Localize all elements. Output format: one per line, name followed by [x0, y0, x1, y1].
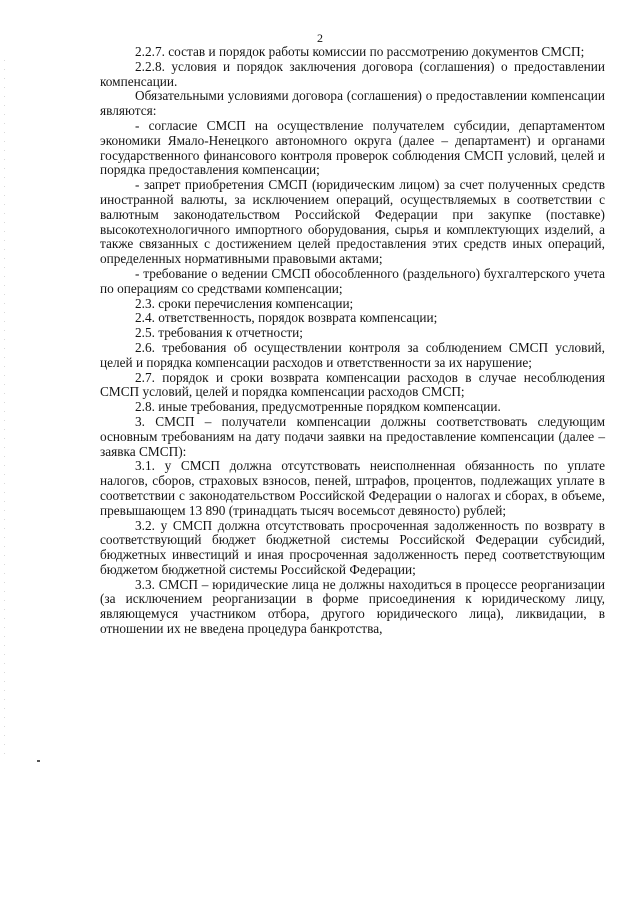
paragraph-2-7: 2.7. порядок и сроки возврата компенсации расходов в случае несоблюдения СМСП условий, целей и порядка компенсации расходов СМСП;: [100, 369, 605, 400]
document-body: [100, 45, 605, 637]
paragraph-3-2: 3.2. у СМСП должна отсутствовать просроченная задолженность по возврату в соответствующий бюджет бюджетной системы Российской Федерации субсидий, бюджетных инвестиций и иная просроченная задолженность перед соответствующим бюджетом бюджетной системы Российской Федерации;: [100, 517, 605, 577]
paragraph-consent: - согласие СМСП на осуществление получателем субсидии, департаментом экономики Ямало-Ненецкого автономного округа (далее – департамент) и органами государственного финансового контроля проверок соблюдения СМСП условий, целей и порядка предоставления компенсации;: [100, 117, 605, 178]
paragraph-accounting: - требование о ведении СМСП обособленного (раздельного) бухгалтерского учета по операциям со средствами компенсации;: [100, 265, 605, 296]
paragraph-2-5: 2.5. требования к отчетности;: [135, 325, 303, 341]
paragraph-3-1: 3.1. у СМСП должна отсутствовать неисполненная обязанность по уплате налогов, сборов, страховых взносов, пеней, штрафов, процентов, подлежащих уплате в соответствии с законодательством Российской Федерации о налогах и сборах, в объеме, превышающем 13 890 (тринадцать тысяч восемьсот девяносто) рублей;: [100, 458, 605, 518]
paragraph-2-2-8: 2.2.8. условия и порядок заключения договора (соглашения) о предоставлении компенсации.: [100, 58, 605, 89]
page-number: 2: [317, 31, 323, 45]
paragraph-mandatory-conditions: Обязательными условиями договора (соглашения) о предоставлении компенсации являются:: [100, 88, 605, 119]
paragraph-3: 3. СМСП – получатели компенсации должны соответствовать следующим основным требованиям на дату подачи заявки на предоставление компенсации (далее – заявка СМСП):: [100, 413, 605, 459]
paragraph-2-6: 2.6. требования об осуществлении контроля за соблюдением СМСП условий, целей и порядка компенсации расходов и ответственности за их нарушение;: [100, 339, 605, 370]
paragraph-2-4: 2.4. ответственность, порядок возврата компенсации;: [135, 310, 438, 326]
paragraph-currency-ban: - запрет приобретения СМСП (юридическим лицом) за счет полученных средств иностранной валюты, за исключением операций, осуществляемых в соответствии с валютным законодательством Российской Федерации при закупке (поставке) высокотехнологичного импортного оборудования, сырья и комплектующих изделий, а также связанных с достижением целей предоставления этих средств иных операций, определенных нормативными правовыми актами;: [100, 177, 605, 267]
scan-mark: [37, 760, 40, 762]
paragraph-2-3: 2.3. сроки перечисления компенсации;: [135, 295, 354, 311]
paragraph-2-8: 2.8. иные требования, предусмотренные порядком компенсации.: [135, 399, 501, 415]
paragraph-2-2-7: 2.2.7. состав и порядок работы комиссии по рассмотрению документов СМСП;: [135, 44, 585, 59]
scan-edge-dots: [4, 60, 5, 760]
paragraph-3-3: 3.3. СМСП – юридические лица не должны находиться в процессе реорганизации (за исключением реорганизации в форме присоединения к юридическому лицу, являющемуся участником отбора, другого юридического лица), ликвидации, в отношении их не введена процедура банкротства,: [100, 576, 605, 637]
